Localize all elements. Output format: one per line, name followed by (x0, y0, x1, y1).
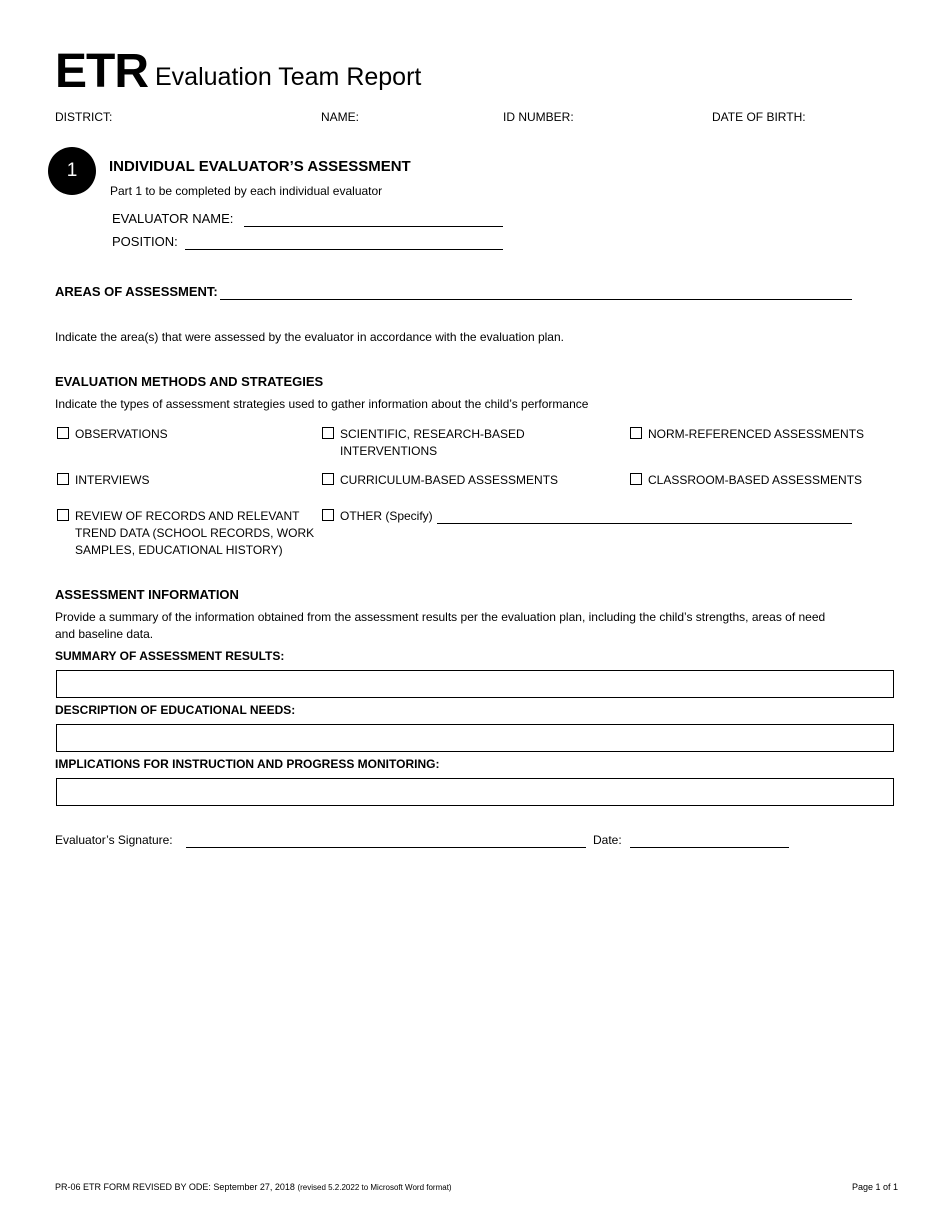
needs-textbox[interactable] (56, 724, 894, 752)
checkbox-box[interactable] (57, 473, 69, 485)
section-subtitle: Part 1 to be completed by each individual evaluator (110, 184, 383, 198)
checkbox-other[interactable] (322, 508, 433, 525)
evaluator-name-field[interactable] (244, 226, 503, 227)
footer-form-id: PR-06 ETR FORM REVISED BY ODE: September 27, 2018 (revised 5.2.2022 to Microsoft Word format) (55, 1182, 452, 1192)
implications-label: IMPLICATIONS FOR INSTRUCTION AND PROGRESS MONITORING: (55, 757, 440, 771)
areas-of-assessment-field[interactable] (220, 299, 852, 300)
assessment-info-instruction-line1: Provide a summary of the information obtained from the assessment results per the evaluation plan, including the child’s strengths, areas of need (55, 610, 826, 624)
implications-textbox[interactable] (56, 778, 894, 806)
checkbox-box[interactable] (630, 473, 642, 485)
checkbox-norm-referenced[interactable] (630, 426, 864, 443)
checkbox-observations[interactable] (57, 426, 168, 443)
checkbox-box[interactable] (322, 473, 334, 485)
checkbox-label: REVIEW OF RECORDS AND RELEVANT TREND DATA (SCHOOL RECORDS, WORK SAMPLES, EDUCATIONAL HISTORY) (75, 509, 315, 557)
footer-page-number: Page 1 of 1 (852, 1182, 899, 1192)
footer-revision-note: (revised 5.2.2022 to Microsoft Word format) (297, 1183, 452, 1192)
name-label: NAME: (321, 110, 360, 124)
id-number-label: ID NUMBER: (503, 110, 574, 124)
checkbox-curriculum-based[interactable] (322, 472, 558, 489)
evaluator-name-label: EVALUATOR NAME: (112, 211, 234, 226)
summary-label: SUMMARY OF ASSESSMENT RESULTS: (55, 649, 285, 663)
assessment-info-instruction-line2: and baseline data. (55, 627, 154, 641)
methods-instruction: Indicate the types of assessment strategies used to gather information about the child’s performance (55, 397, 589, 411)
checkbox-scientific-research-based[interactable] (322, 426, 525, 460)
checkbox-box[interactable] (322, 509, 334, 521)
checkbox-label: SCIENTIFIC, RESEARCH-BASED INTERVENTIONS (340, 427, 525, 458)
date-label: Date: (593, 833, 622, 847)
areas-of-assessment-label: AREAS OF ASSESSMENT: (55, 284, 218, 299)
form-logo: ETR (55, 45, 148, 98)
checkbox-box[interactable] (57, 427, 69, 439)
needs-label: DESCRIPTION OF EDUCATIONAL NEEDS: (55, 703, 296, 717)
position-field[interactable] (185, 249, 503, 250)
checkbox-label: INTERVIEWS (75, 473, 150, 487)
section-number-badge: 1 (48, 147, 96, 195)
checkbox-label: OTHER (Specify) (340, 509, 433, 523)
date-field[interactable] (630, 847, 789, 848)
section-title: INDIVIDUAL EVALUATOR’S ASSESSMENT (109, 158, 411, 175)
checkbox-classroom-based[interactable] (630, 472, 862, 489)
form-title: Evaluation Team Report (155, 63, 422, 91)
summary-textbox[interactable] (56, 670, 894, 698)
signature-field[interactable] (186, 847, 586, 848)
date-of-birth-label: DATE OF BIRTH: (712, 110, 806, 124)
checkbox-review-of-records[interactable] (57, 508, 314, 559)
checkbox-label: CLASSROOM-BASED ASSESSMENTS (648, 473, 863, 487)
district-label: DISTRICT: (55, 110, 113, 124)
checkbox-label: OBSERVATIONS (75, 427, 168, 441)
signature-label: Evaluator’s Signature: (55, 833, 173, 847)
other-specify-field[interactable] (437, 523, 852, 524)
checkbox-box[interactable] (57, 509, 69, 521)
methods-title: EVALUATION METHODS AND STRATEGIES (55, 374, 324, 389)
checkbox-interviews[interactable] (57, 472, 149, 489)
checkbox-label: NORM-REFERENCED ASSESSMENTS (648, 427, 865, 441)
checkbox-box[interactable] (322, 427, 334, 439)
position-label: POSITION: (112, 234, 178, 249)
areas-instruction: Indicate the area(s) that were assessed by the evaluator in accordance with the evaluation plan. (55, 330, 564, 344)
checkbox-label: CURRICULUM-BASED ASSESSMENTS (340, 473, 559, 487)
checkbox-box[interactable] (630, 427, 642, 439)
assessment-info-title: ASSESSMENT INFORMATION (55, 587, 239, 602)
